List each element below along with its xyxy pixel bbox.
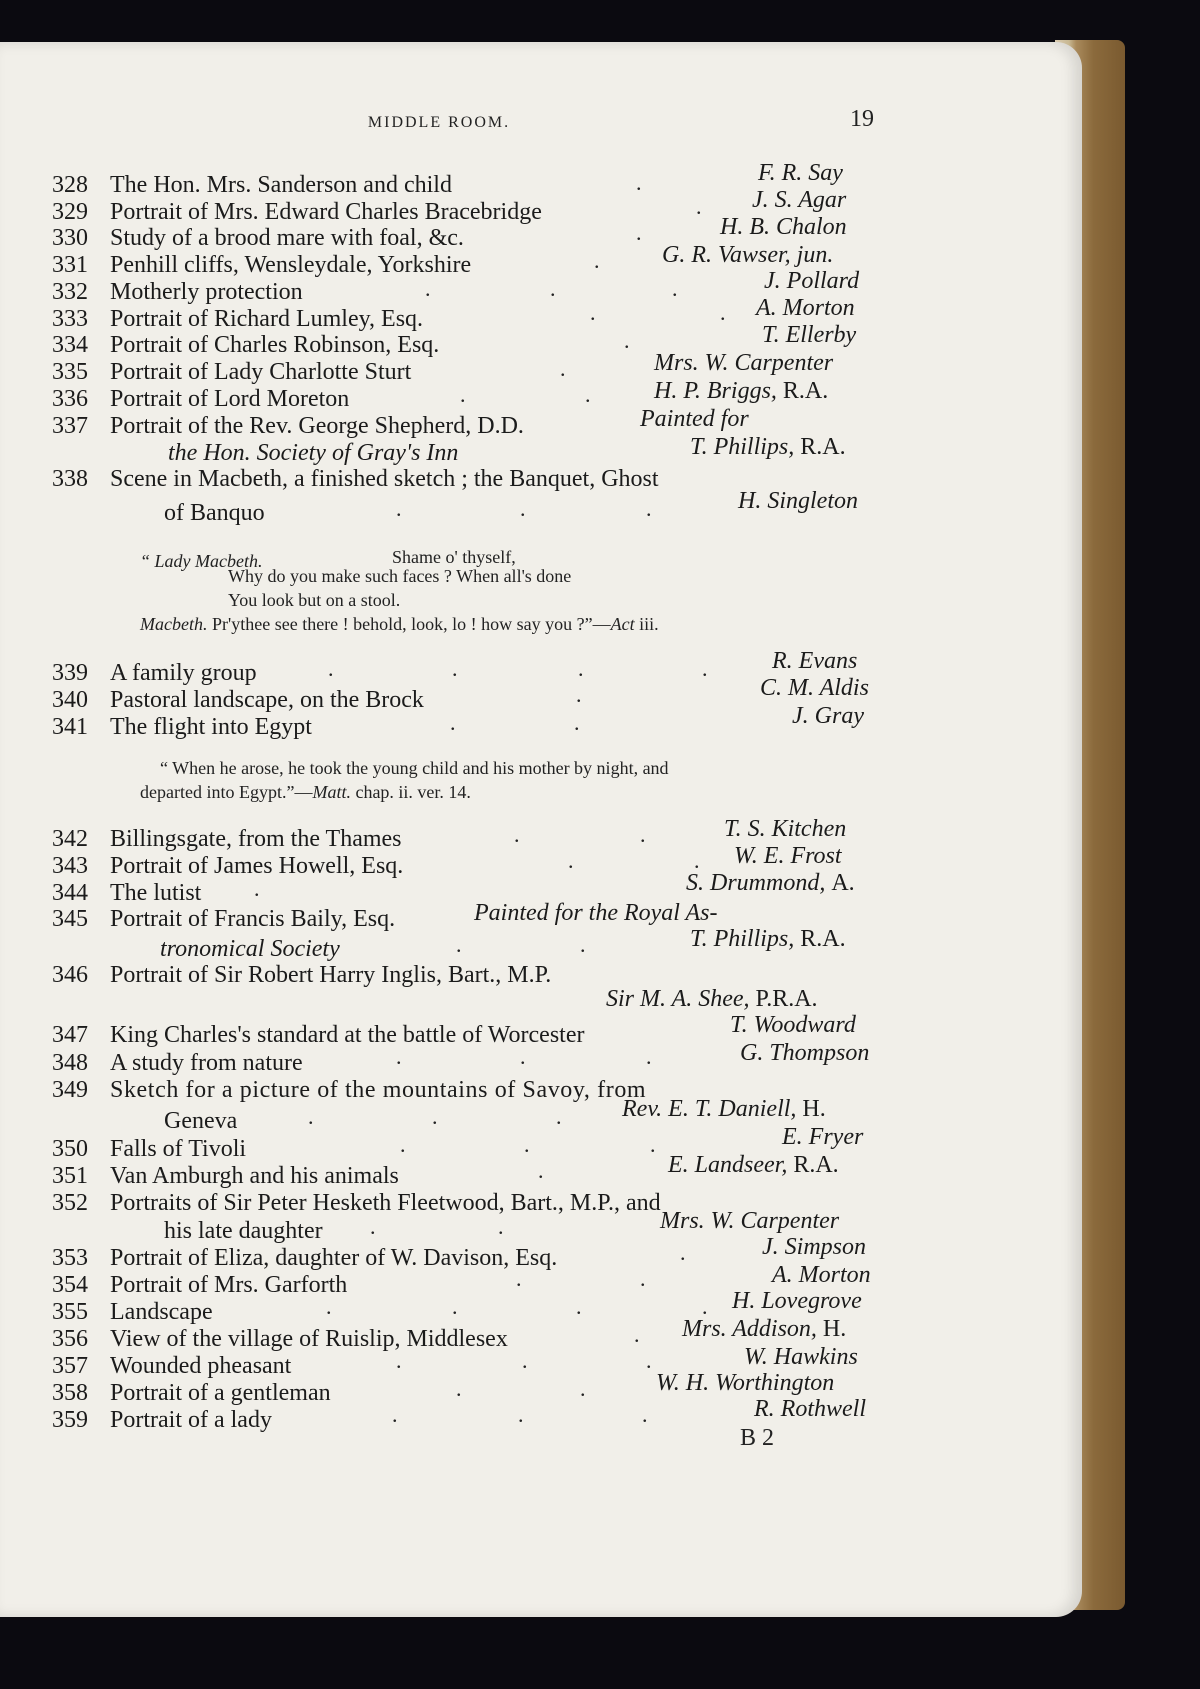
entry-title: The lutist [110,880,202,906]
entry-note: Painted for [640,406,749,432]
entry-title: Portrait of Lady Charlotte Sturt [110,359,412,385]
entry-title: Landscape [110,1299,213,1325]
entry-artist: H. Lovegrove [732,1288,862,1314]
entry-title: Van Amburgh and his animals [110,1163,399,1189]
entry-artist: R. Evans [772,648,858,674]
entry-title: Billingsgate, from the Thames [110,826,402,852]
entry-title: View of the village of Ruislip, Middlesex [110,1326,508,1352]
quote-speaker: “ Lady Macbeth. [140,551,263,571]
quote-line: Shame o' thyself, [392,547,516,567]
entry-artist: H. B. Chalon [720,214,847,240]
catalogue-entries: 328 The Hon. Mrs. Sanderson and child . F. R. Say 329 Portrait of Mrs. Edward Charles Bracebridge . J. S. Agar 330 Study of a brood mare with foal, &c. . H. B. Chalon 331 Penhill cliffs, Wensleydale, Yorkshire . G. R. Vawser, jun. 332 Motherly protection . . . J. Pollard 333 Portrait of Richard Lumley, Esq. . . A. Morton 334 Portrait of Charles Robinson, Esq. . T. Ellerby 335 Portrait of Lady Charlotte Sturt . Mrs. W. Carpenter 336 Portrait of Lord Moreton . . H. P. Briggs, R.A. 337 Portrait of the Rev. George Shepherd, D.D. Painted for the Hon. Society of Gray's Inn T. Phillips, R.A. 338 Scene in Macbeth, a finished sketch ; the Banquet, Ghost of Banquo . . . H. Singleton “ Lady Macbeth. Shame o' thyself, Why do you make such faces ? When all's done You look but on a stool. Macbeth. Pr'ythee see there ! behold, look, lo ! how say you ?”—Act iii. 339 A family group . . . . R. Evans 340 Pastoral landscape, on the Brock . C. M. Aldis 341 The flight into Egypt . . J. Gray “ When he arose, he took the young child and his mother by night, and departed into Egypt.”—Matt. chap. ii. ver. 14. 342 Billingsgate, from the Thames . . T. S. Kitchen 343 Portrait of James Howell, Esq. . . W. E. Frost 344 The lutist . S. Drummond, A. 345 Portrait of Francis Baily, Esq. Painted for the Royal As- tronomical Society . . T. Phillips, R.A. 346 Portrait of Sir Robert Harry Inglis, Bart., M.P. Sir M. A. Shee, P.R.A. 347 King Charles's standard at the battle of Worcester T. Woodward 348 A study from nature . . . G. Thompson 349 Sketch for a picture of the mountains of Savoy, from Geneva . . . Rev. E. T. Daniell, H. 350 Falls of Tivoli . . . E. Fryer 351 Van Amburgh and his animals . E. Landseer, R.A. 352 Portraits of Sir Peter Hesketh Fleetwood, Bart., M.P., and his late daughter . . Mrs. W. Carpenter 353 Portrait of Eliza, daughter of W. Davison, Esq. . J. Simpson 354 Portrait of Mrs. Garforth . . A. Morton 355 Landscape . . . . H. Lovegrove 356 View of the village of Ruislip, Middlesex . Mrs. Addison, H. 357 Wounded pheasant . . . W. Hawkins 358 Portrait of a gentleman . . W. H. Worthington 359 Portrait of a lady . . . R. Rothwell B 2 [0,0,1200,1689]
entry-artist: T. Phillips, R.A. [690,434,846,460]
entry-title: Portraits of Sir Peter Hesketh Fleetwood, Bart., M.P., and [110,1190,661,1216]
entry-artist: T. Ellerby [762,322,857,348]
entry-number: 336 [52,386,88,412]
entry-artist: R. Rothwell [754,1396,866,1422]
entry-number: 341 [52,714,88,740]
entry-number: 350 [52,1136,88,1162]
entry-artist: J. Pollard [764,268,860,294]
entry-number: 339 [52,660,88,686]
entry-artist: A. Morton [772,1262,871,1288]
entry-number: 338 [52,466,88,492]
entry-title: Portrait of Lord Moreton [110,386,350,412]
entry-title: The Hon. Mrs. Sanderson and child [110,172,452,198]
entry-title: Portrait of Richard Lumley, Esq. [110,306,424,332]
entry-artist: J. S. Agar [752,187,847,213]
entry-346 [52,962,892,988]
entry-artist: S. Drummond, A. [686,870,855,896]
entry-title: Sketch for a picture of the mountains of Savoy, from [110,1077,647,1103]
entry-title: Portrait of Eliza, daughter of W. Davison, Esq. [110,1245,558,1271]
entry-number: 349 [52,1077,88,1103]
entry-title: Portrait of Francis Baily, Esq. [110,906,396,932]
entry-number: 359 [52,1407,88,1433]
entry-artist: H. Singleton [738,488,858,514]
entry-artist: A. Morton [756,295,855,321]
entry-artist: W. Hawkins [744,1344,858,1370]
entry-number: 351 [52,1163,88,1189]
entry-continuation: the Hon. Society of Gray's Inn [168,440,459,466]
entry-artist: T. Phillips, R.A. [690,926,846,952]
entry-artist: Mrs. Addison, H. [682,1316,847,1342]
entry-artist: W. H. Worthington [656,1370,835,1396]
entry-continuation: tronomical Society [160,936,340,962]
quote-line: “ When he arose, he took the young child and his mother by night, and [160,758,669,778]
entry-number: 335 [52,359,88,385]
entry-continuation: of Banquo [164,500,265,526]
quote-line: You look but on a stool. [228,590,401,610]
entry-artist: F. R. Say [758,160,843,186]
entry-341 [52,714,892,740]
entry-title: Falls of Tivoli [110,1136,247,1162]
entry-number: 340 [52,687,88,713]
entry-artist: E. Fryer [782,1124,864,1150]
entry-title: Scene in Macbeth, a finished sketch ; the Banquet, Ghost [110,466,659,492]
entry-artist: E. Landseer, R.A. [668,1152,839,1178]
entry-title: A family group [110,660,257,686]
entry-number: 345 [52,906,88,932]
entry-artist: J. Gray [792,703,864,729]
entry-artist: G. Thompson [740,1040,870,1066]
entry-artist: T. Woodward [730,1012,856,1038]
entry-title: Study of a brood mare with foal, &c. [110,225,464,251]
entry-title: Portrait of the Rev. George Shepherd, D.D. [110,413,524,439]
entry-number: 334 [52,332,88,358]
quote-line: Macbeth. Pr'ythee see there ! behold, look, lo ! how say you ?”—Act iii. [140,614,659,634]
entry-number: 337 [52,413,88,439]
signature-mark: B 2 [740,1425,775,1451]
entry-number: 344 [52,880,88,906]
entry-title: Portrait of James Howell, Esq. [110,853,404,879]
entry-number: 348 [52,1050,88,1076]
entry-title: Portrait of Sir Robert Harry Inglis, Bart., M.P. [110,962,552,988]
entry-title: Portrait of a gentleman [110,1380,331,1406]
quote-line: Why do you make such faces ? When all's done [228,566,572,586]
entry-number: 354 [52,1272,88,1298]
entry-number: 357 [52,1353,88,1379]
entry-title: Portrait of Mrs. Edward Charles Bracebridge [110,199,542,225]
entry-number: 332 [52,279,88,305]
entry-continuation: Geneva [164,1108,238,1134]
entry-continuation: his late daughter [164,1218,323,1244]
entry-number: 333 [52,306,88,332]
entry-number: 358 [52,1380,88,1406]
entry-artist: W. E. Frost [734,843,842,869]
entry-artist: Mrs. W. Carpenter [654,350,834,376]
entry-number: 353 [52,1245,88,1271]
running-head: MIDDLE ROOM. [367,114,511,131]
entry-artist: G. R. Vawser, jun. [662,242,834,268]
entry-note: Painted for the Royal As- [474,900,718,926]
entry-number: 347 [52,1022,88,1048]
entry-number: 355 [52,1299,88,1325]
entry-number: 328 [52,172,88,198]
entry-number: 330 [52,225,88,251]
entry-number: 343 [52,853,88,879]
entry-title: Portrait of Charles Robinson, Esq. [110,332,440,358]
entry-title: A study from nature [110,1050,303,1076]
entry-number: 329 [52,199,88,225]
entry-artist: Mrs. W. Carpenter [660,1208,840,1234]
entry-artist: T. S. Kitchen [724,816,847,842]
quote-line: departed into Egypt.”—Matt. chap. ii. ver. 14. [140,782,471,802]
entry-number: 342 [52,826,88,852]
entry-number: 352 [52,1190,88,1216]
entry-artist: Rev. E. T. Daniell, H. [622,1096,826,1122]
entry-title: Portrait of a lady [110,1407,272,1433]
entry-title: Wounded pheasant [110,1353,292,1379]
entry-title: Motherly protection [110,279,303,305]
entry-number: 331 [52,252,88,278]
entry-title: Portrait of Mrs. Garforth [110,1272,348,1298]
entry-artist: C. M. Aldis [760,675,869,701]
entry-title: Penhill cliffs, Wensleydale, Yorkshire [110,252,472,278]
entry-artist: H. P. Briggs, R.A. [654,378,829,404]
entry-artist: J. Simpson [762,1234,866,1260]
page-number: 19 [850,106,874,132]
entry-number: 346 [52,962,88,988]
entry-artist: Sir M. A. Shee, P.R.A. [606,986,818,1012]
entry-title: The flight into Egypt [110,714,312,740]
entry-title: Pastoral landscape, on the Brock [110,687,424,713]
entry-number: 356 [52,1326,88,1352]
entry-title: King Charles's standard at the battle of Worcester [110,1022,585,1048]
